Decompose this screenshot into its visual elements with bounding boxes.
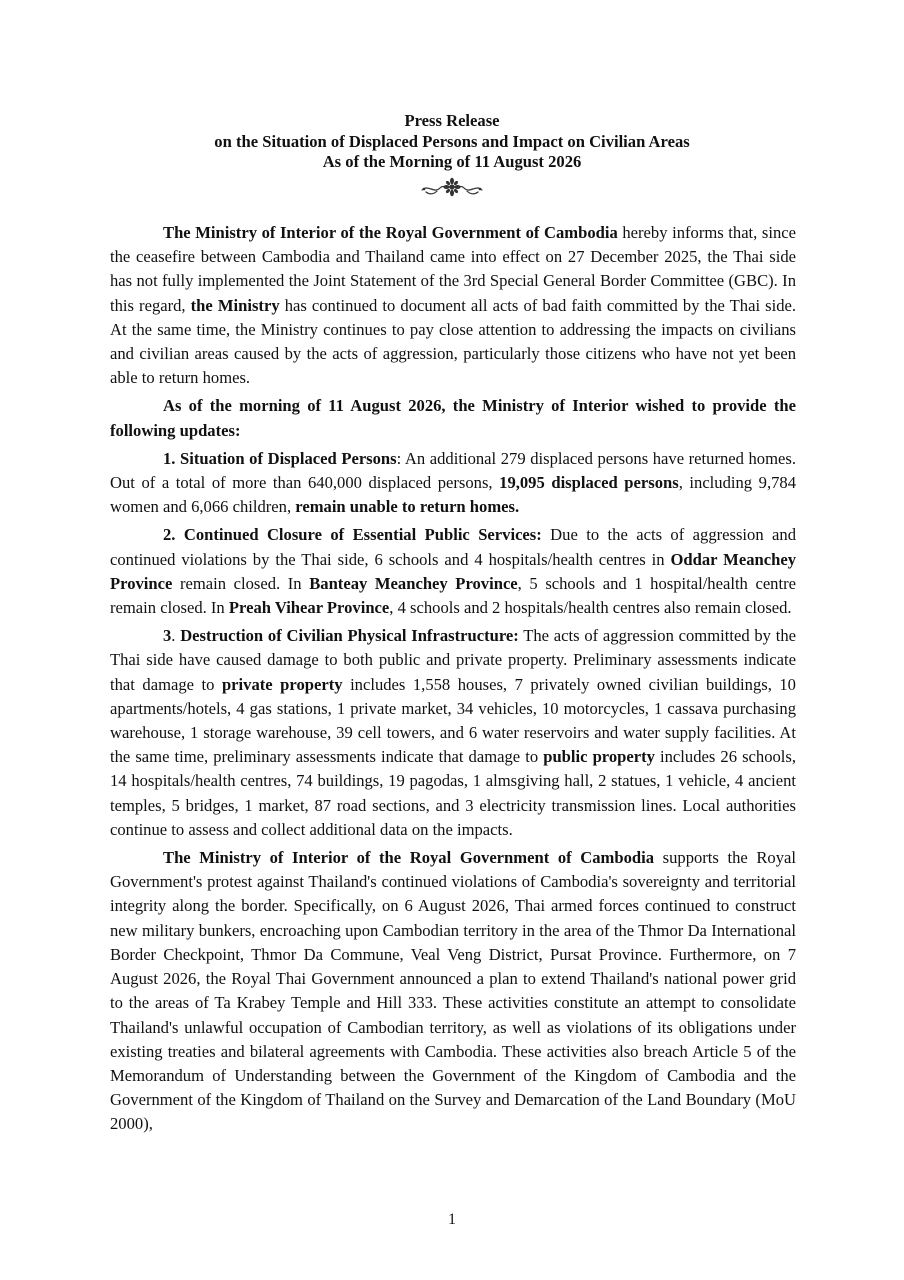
private-property-label: private property [221,674,343,694]
section-2-text-4: , 4 schools and 2 hospitals/health centres also remain closed. [389,598,792,618]
paragraph-intro [110,221,796,390]
header-title: Press Release [404,111,500,130]
floral-ornament-icon [0,176,904,200]
section-3-text-2: includes 1,558 houses, 7 privately owned civilian buildings, 10 apartments/hotels, 4 gas stations, 1 private market, 34 vehicles, 10 motorcycles, 1 cassava purchasing warehouse, 1 storage warehouse, 39 cell towers, and 6 water reservoirs and water supply facilities. At the same time, preliminary assessments indicate that damage to [110,674,796,767]
province-oddar-meanchey: Oddar Meanchey Province [110,549,796,593]
section-1-heading: 1. Situation of Displaced Persons [163,448,397,468]
section-3-separator: . [171,626,181,646]
province-preah-vihear: Preah Vihear Province [228,598,390,618]
paragraph-infrastructure [110,624,796,842]
floral-ornament-svg [420,176,484,198]
section-2-text-1: Due to the acts of aggression and continued violations by the Thai side, 6 schools and 4 hospitals/health centres in [110,525,796,569]
protest-text: supports the Royal Government's protest against Thailand's continued violations of Cambodia's sovereignty and territorial integrity along the border. Specifically, on 6 August 2026, Thai armed forces continued to construct new military bunkers, encroaching upon Cambodian territory in the area of the Thmor Da International Border Checkpoint, Thmor Da Commune, Veal Veng District, Pursat Province. Furthermore, on 7 August 2026, the Royal Thai Government announced a plan to extend Thailand's national power grid to the areas of Ta Krabey Temple and Hill 333. These activities constitute an attempt to consolidate Thailand's unlawful occupation of Cambodian territory, as well as violations of its obligations under existing treaties and bilateral agreements with Cambodia. These activities also breach Article 5 of the Memorandum of Understanding between the Government of the Kingdom of Cambodia and the Government of the Kingdom of Thailand on the Survey and Demarcation of the Land Boundary (MoU 2000), [110,848,796,1134]
section-2-text-2: remain closed. In [172,573,310,593]
unable-to-return: remain unable to return homes. [295,497,520,517]
section-2-heading: 2. Continued Closure of Essential Public Services: [163,525,542,545]
press-release-header [0,111,904,173]
section-3-heading: Destruction of Civilian Physical Infrastructure: [180,626,519,646]
displaced-count: 19,095 displaced persons [499,473,679,493]
press-release-body [110,221,796,1141]
ministry-name: The Ministry of Interior of the Royal Government of Cambodia [163,223,618,242]
intro-text-1: hereby informs that, since the ceasefire between Cambodia and Thailand came into effect on 27 December 2025, the Thai side has not fully implemented the Joint Statement of the 3rd Special General Border Committee (GBC). In this regard, [110,223,796,315]
section-3-number: 3 [163,626,172,646]
intro-text-2: has continued to document all acts of bad faith committed by the Thai side. At the same time, the Ministry continues to pay close attention to addressing the impacts on civilians and civilian areas caused by the acts of aggression, particularly those citizens who have not yet been able to return homes. [110,295,797,388]
province-banteay-meanchey: Banteay Meanchey Province [309,573,518,593]
public-property-label: public property [543,747,655,767]
header-subtitle: on the Situation of Displaced Persons and Impact on Civilian Areas [214,131,690,151]
ministry-ref: the Ministry [190,295,280,315]
section-1-text-2: , including 9,784 women and 6,066 children, [110,473,796,517]
section-2-text-3: , 5 schools and 1 hospital/health centre remain closed. In [110,573,796,618]
section-3-text-3: includes 26 schools, 14 hospitals/health centres, 74 buildings, 19 pagodas, 1 almsgiving hall, 2 statues, 1 vehicle, 4 ancient temples, 5 bridges, 1 market, 87 road sections, and 3 electricity transmission lines. Local authorities continue to assess and collect additional data on the impacts. [110,747,797,839]
section-1-text-1: : An additional 279 displaced persons have returned homes. Out of a total of more than 640,000 displaced persons, [110,448,796,493]
page-number: 1 [448,1211,456,1228]
paragraph-displaced-persons [110,447,796,520]
paragraph-updates-lead [110,394,796,442]
paragraph-protest [110,846,796,1136]
ministry-name-2: The Ministry of Interior of the Royal Government of Cambodia [163,848,655,868]
header-date: As of the Morning of 11 August 2026 [322,152,582,171]
updates-lead-text: As of the morning of 11 August 2026, the Ministry of Interior wished to provide the following updates: [110,396,796,440]
paragraph-public-services [110,523,796,620]
section-3-text-1: The acts of aggression committed by the Thai side have caused damage to both public and private property. Preliminary assessments indicate that damage to [110,626,796,694]
